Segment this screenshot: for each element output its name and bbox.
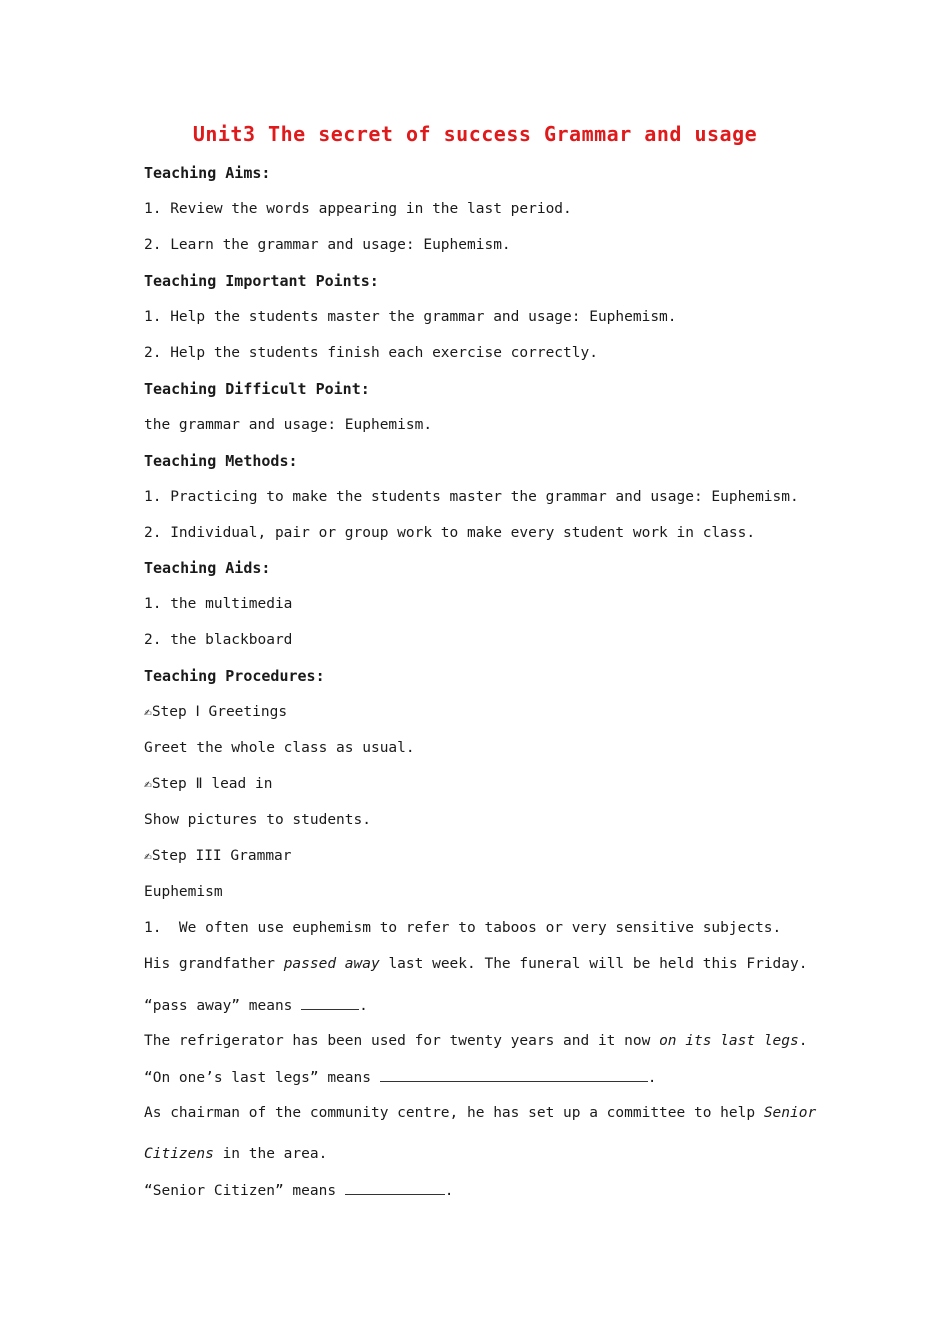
step-1-line <box>144 702 287 723</box>
step-1-title: Step Ⅰ Greetings <box>151 704 288 720</box>
example-3-end: in the area. <box>213 1146 328 1162</box>
example-2-end: . <box>798 1033 808 1049</box>
example-3-text: As chairman of the community centre, he has set up a committee to help <box>144 1105 764 1121</box>
example-1-text: His grandfather <box>144 956 284 972</box>
euphemism-label: Euphemism <box>144 884 223 900</box>
step-2-text: Show pictures to students. <box>144 812 371 828</box>
important-item-1: 1. Help the students master the grammar and usage: Euphemism. <box>144 309 677 325</box>
document-title: Unit3 The secret of success Grammar and usage <box>192 122 758 146</box>
important-heading: Teaching Important Points: <box>144 272 379 290</box>
example-1-italic: passed away <box>283 956 380 972</box>
example-3-italic: Senior <box>763 1105 817 1121</box>
writing-hand-icon: ✍ <box>144 849 152 864</box>
example-2 <box>144 1031 807 1051</box>
question-3 <box>144 1180 454 1201</box>
step-1-text: Greet the whole class as usual. <box>144 740 415 756</box>
answer-blank-2[interactable] <box>380 1067 648 1082</box>
question-2-end: . <box>647 1070 657 1086</box>
question-1-text: “pass away” means <box>144 998 302 1014</box>
difficult-item-1: the grammar and usage: Euphemism. <box>144 417 433 433</box>
step-3-title: Step III Grammar <box>151 848 292 864</box>
step-2-line <box>144 774 272 795</box>
answer-blank-1[interactable] <box>301 995 359 1010</box>
question-1 <box>144 995 368 1016</box>
example-2-text: The refrigerator has been used for twenty years and it now <box>144 1033 660 1049</box>
step-3-line <box>144 846 292 867</box>
example-1 <box>144 954 807 974</box>
writing-hand-icon: ✍ <box>144 705 152 720</box>
question-1-end: . <box>359 998 368 1014</box>
procedures-heading: Teaching Procedures: <box>144 667 325 685</box>
methods-heading: Teaching Methods: <box>144 452 298 470</box>
question-2 <box>144 1067 656 1088</box>
aids-heading: Teaching Aids: <box>144 559 271 577</box>
methods-item-1: 1. Practicing to make the students master the grammar and usage: Euphemism. <box>144 489 799 505</box>
aims-heading: Teaching Aims: <box>144 164 271 182</box>
answer-blank-3[interactable] <box>345 1180 445 1195</box>
example-1-text-end: last week. The funeral will be held this Friday. <box>379 956 808 972</box>
aids-item-1: 1. the multimedia <box>144 596 293 612</box>
step-2-title: Step Ⅱ lead in <box>151 776 273 792</box>
aids-item-2: 2. the blackboard <box>144 632 293 648</box>
grammar-point-1: 1. We often use euphemism to refer to taboos or very sensitive subjects. <box>144 920 782 936</box>
difficult-heading: Teaching Difficult Point: <box>144 380 370 398</box>
question-3-end: . <box>444 1183 454 1199</box>
writing-hand-icon: ✍ <box>144 777 152 792</box>
example-3-continued <box>144 1144 327 1164</box>
important-item-2: 2. Help the students finish each exercise correctly. <box>144 345 598 361</box>
methods-item-2: 2. Individual, pair or group work to make every student work in class. <box>144 525 756 541</box>
question-2-text: “On one’s last legs” means <box>144 1070 380 1086</box>
aims-item-1: 1. Review the words appearing in the last period. <box>144 201 572 217</box>
example-3 <box>144 1103 816 1123</box>
aims-item-2: 2. Learn the grammar and usage: Euphemism. <box>144 237 511 253</box>
example-3-italic-2: Citizens <box>144 1146 214 1162</box>
example-2-italic: on its last legs <box>659 1033 799 1049</box>
question-3-text: “Senior Citizen” means <box>144 1183 345 1199</box>
